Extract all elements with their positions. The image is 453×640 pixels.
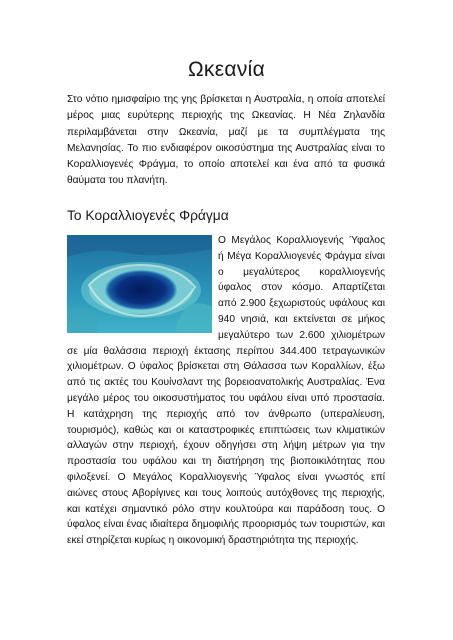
- section-paragraph: Ο Μεγάλος Κοραλλιογενής Ύφαλος ή Μέγα Κοραλλιογενές Φράγμα είναι ο μεγαλύτερος κοραλλιογενής ύφαλος στον κόσμο. Απαρτίζεται από 2.900 ξεχωριστούς υφάλους και 940 νησιά, και εκτείνεται σε μήκος μεγαλύτερο των 2.600 χιλιομέτρων σε μία θαλάσσια περιοχή έκτασης περίπου 344.400 τετραγωνικών χιλιομέτρων. Ο ύφαλος βρίσκεται στη Θάλασσα των Κοραλλίων, έξω από τις ακτές του Κουίνσλαντ της βορειοανατολικής Αυστραλίας. Ένα μεγάλο μέρος του οικοσυστήματος του υφάλου είναι υπό προστασία. Η κατάχρηση της περιοχής από τον άνθρωπο (υπεραλίευση, τουρισμός), καθώς και οι καταστροφικές επιπτώσεις των κλιματικών αλλαγών στην περιοχή, έχουν οδηγήσει στη λήψη μέτρων για την προστασία του υφάλου και τη διατήρηση της βιοποικιλότητας που φιλοξενεί. Ο Μεγάλος Κοραλλιογενής Ύφαλος είναι γνωστός επί αιώνες στους Αβορίγινες και τους λοιπούς αυτόχθονες της περιοχής, και κατέχει σημαντικό ρόλο στην κουλτούρα και παράδοση τους. Ο ύφαλος είναι ένας ιδιαίτερα δημοφιλής προορισμός των τουριστών, και εκεί στηρίζεται κυρίως η οικονομική δραστηριότητα της περιοχής.: [67, 235, 385, 547]
- blue-hole-reef-photo: [67, 235, 212, 333]
- page-title: Ωκεανία: [187, 58, 266, 81]
- intro-paragraph: Στο νότιο ημισφαίριο της γης βρίσκεται η Αυστραλία, η οποία αποτελεί μέρος μιας ευρύτερης περιοχής της Ωκεανίας. Η Νέα Ζηλανδία περιλαμβάνεται στην Ωκεανία, μαζί με τα συμπλέγματα της Μελανησίας. Το πιο ενδιαφέρον οικοσύστημα της Αυστραλίας είναι το Κοραλλιογενές Φράγμα, το οποίο αποτελεί και ένα από τα φυσικά θαύματα του πλανήτη.: [67, 94, 385, 187]
- section-content: [67, 233, 385, 549]
- section-heading: Το Κοραλλιογενές Φράγμα: [67, 208, 229, 223]
